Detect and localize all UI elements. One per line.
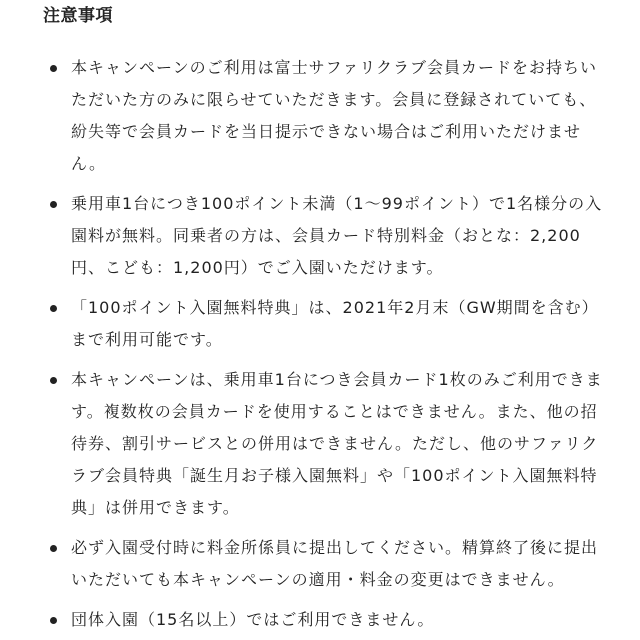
list-item bbox=[0, 292, 640, 356]
list-item bbox=[0, 188, 640, 284]
list-item bbox=[0, 364, 640, 524]
list-item-text: 必ず入園受付時に料金所係員に提出してください。精算終了後に提出いただいても本キャンペーンの適用・料金の変更はできません。 bbox=[71, 538, 599, 589]
bullet-icon bbox=[50, 617, 57, 624]
page-title: 注意事項 bbox=[43, 6, 113, 26]
list-item-text: 本キャンペーンのご利用は富士サファリクラブ会員カードをお持ちいただいた方のみに限らせていただきます。会員に登録されていても、紛失等で会員カードを当日提示できない場合はご利用いただけません。 bbox=[71, 58, 598, 173]
notice-list bbox=[0, 52, 640, 636]
list-item-text: 「100ポイント入園無料特典」は、2021年2月末（GW期間を含む）まで利用可能です。 bbox=[71, 298, 599, 349]
bullet-icon bbox=[50, 201, 57, 208]
bullet-icon bbox=[50, 377, 57, 384]
list-item bbox=[0, 604, 640, 636]
list-item-text: 乗用車1台につき100ポイント未満（1〜99ポイント）で1名様分の入園料が無料。同乗者の方は、会員カード特別料金（おとな：2,200円、こども：1,200円）でご入園いただけます。 bbox=[71, 194, 603, 277]
bullet-icon bbox=[50, 545, 57, 552]
bullet-icon bbox=[50, 305, 57, 312]
list-item bbox=[0, 532, 640, 596]
list-item-text: 団体入園（15名以上）ではご利用できません。 bbox=[71, 610, 435, 629]
list-item-text: 本キャンペーンは、乗用車1台につき会員カード1枚のみご利用できます。複数枚の会員カードを使用することはできません。また、他の招待券、割引サービスとの併用はできません。ただし、他のサファリクラブ会員特典「誕生月お子様入園無料」や「100ポイント入園無料特典」は併用できます。 bbox=[71, 370, 603, 517]
list-item bbox=[0, 52, 640, 180]
bullet-icon bbox=[50, 65, 57, 72]
